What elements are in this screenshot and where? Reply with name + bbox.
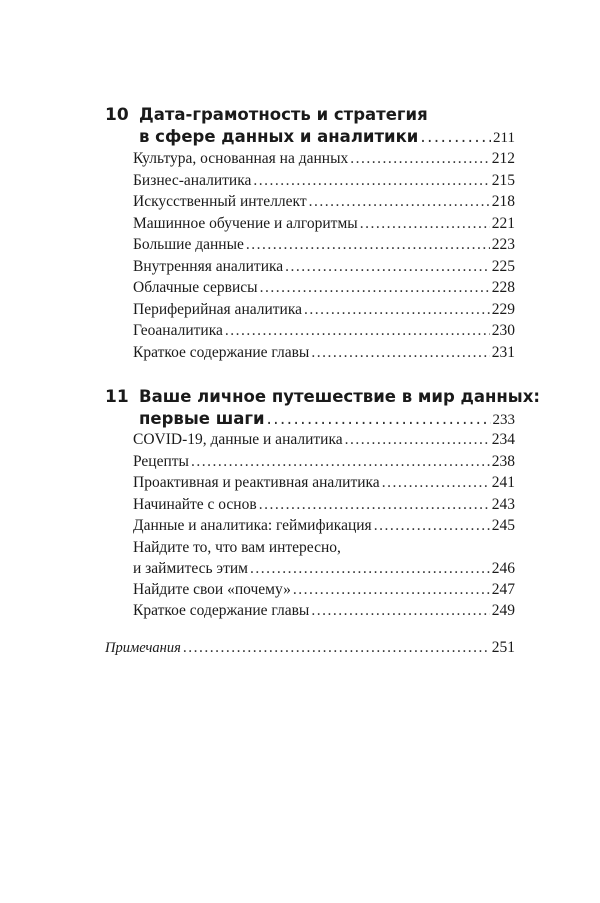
toc-entry[interactable]: Машинное обучение и алгоритмы ..... 221 [133,215,515,237]
page-number: 218 [491,193,515,210]
leader-dots [420,126,491,148]
toc-entry[interactable]: Проактивная и реактивная аналитика ..... 241 [133,474,515,496]
chapter-number: 11 [105,387,129,407]
page-number: 241 [491,474,515,491]
page-number: 234 [491,431,515,448]
toc-entry[interactable]: Культура, основанная на данных ..... 212 [133,150,515,172]
page-number: 245 [491,517,515,534]
page-number: 249 [491,602,515,619]
leader-dots [225,322,490,340]
leader-dots [304,301,490,319]
page-number: 251 [491,639,515,656]
toc-entry[interactable]: COVID-19, данные и аналитика ..... 234 [133,431,515,453]
leader-dots [246,236,490,254]
toc-entry[interactable]: Рецепты ..... 238 [133,453,515,475]
toc-entry[interactable]: Краткое содержание главы ..... 249 [133,602,515,624]
toc-entry[interactable]: Периферийная аналитика ..... 229 [133,301,515,323]
page-number: 229 [491,300,515,318]
page-number: 225 [491,257,515,275]
chapter-page-number: 211 [493,130,515,146]
chapter-11-entries [133,431,515,624]
page-number: 238 [491,452,515,470]
leader-dots [311,602,489,620]
page-number: 228 [491,279,515,296]
leader-dots [250,560,490,578]
notes-entry[interactable]: Примечания ..... 251 [105,639,515,657]
chapter-title-line1: Ваше личное путешествие в мир данных: [139,387,540,406]
leader-dots [293,581,490,599]
leader-dots [360,215,490,233]
chapter-10-entries [133,150,515,365]
page-number: 246 [491,559,515,577]
chapter-title-line1: Дата-грамотность и стратегия [139,105,428,124]
page-number: 247 [491,580,515,598]
page-number: 231 [491,343,515,361]
toc-entry[interactable]: Большие данные ..... 223 [133,236,515,258]
toc-entry[interactable]: Геоаналитика ..... 230 [133,322,515,344]
leader-dots [259,496,490,514]
toc-entry[interactable]: Бизнес-аналитика ..... 215 [133,172,515,194]
leader-dots [345,431,490,449]
page-number: 215 [491,171,515,189]
leader-dots [311,344,489,362]
page-number: 212 [491,150,515,167]
chapter-title-line2: первые шаги ..... 233 [139,408,515,431]
chapter-number: 10 [105,105,129,125]
toc-entry[interactable]: Внутренняя аналитика ..... 225 [133,258,515,280]
page-number: 221 [491,214,515,232]
toc-entry[interactable]: Найдите свои «почему» ..... 247 [133,581,515,603]
toc-entry[interactable]: Начинайте с основ ..... 243 [133,496,515,518]
toc-entry[interactable]: Облачные сервисы ..... 228 [133,279,515,301]
leader-dots [183,639,490,657]
leader-dots [350,150,489,168]
leader-dots [267,408,491,430]
toc-entry[interactable]: Найдите то, что вам интересно, и займитесь этим ..... 246 [133,539,515,581]
leader-dots [309,193,490,211]
leader-dots [260,279,490,297]
leader-dots [253,172,489,190]
leader-dots [382,474,490,492]
page-number: 243 [491,495,515,513]
toc-entry[interactable]: Данные и аналитика: геймификация ..... 245 [133,517,515,539]
leader-dots [374,517,490,535]
toc-entry[interactable]: Краткое содержание главы ..... 231 [133,344,515,366]
toc-entry[interactable]: Искусственный интеллект ..... 218 [133,193,515,215]
leader-dots [285,258,490,276]
chapter-title-line2: в сфере данных и аналитики ..... 211 [139,126,515,149]
leader-dots [191,453,490,471]
chapter-page-number: 233 [492,412,515,428]
page-number: 230 [491,322,515,339]
page-number: 223 [491,236,515,253]
